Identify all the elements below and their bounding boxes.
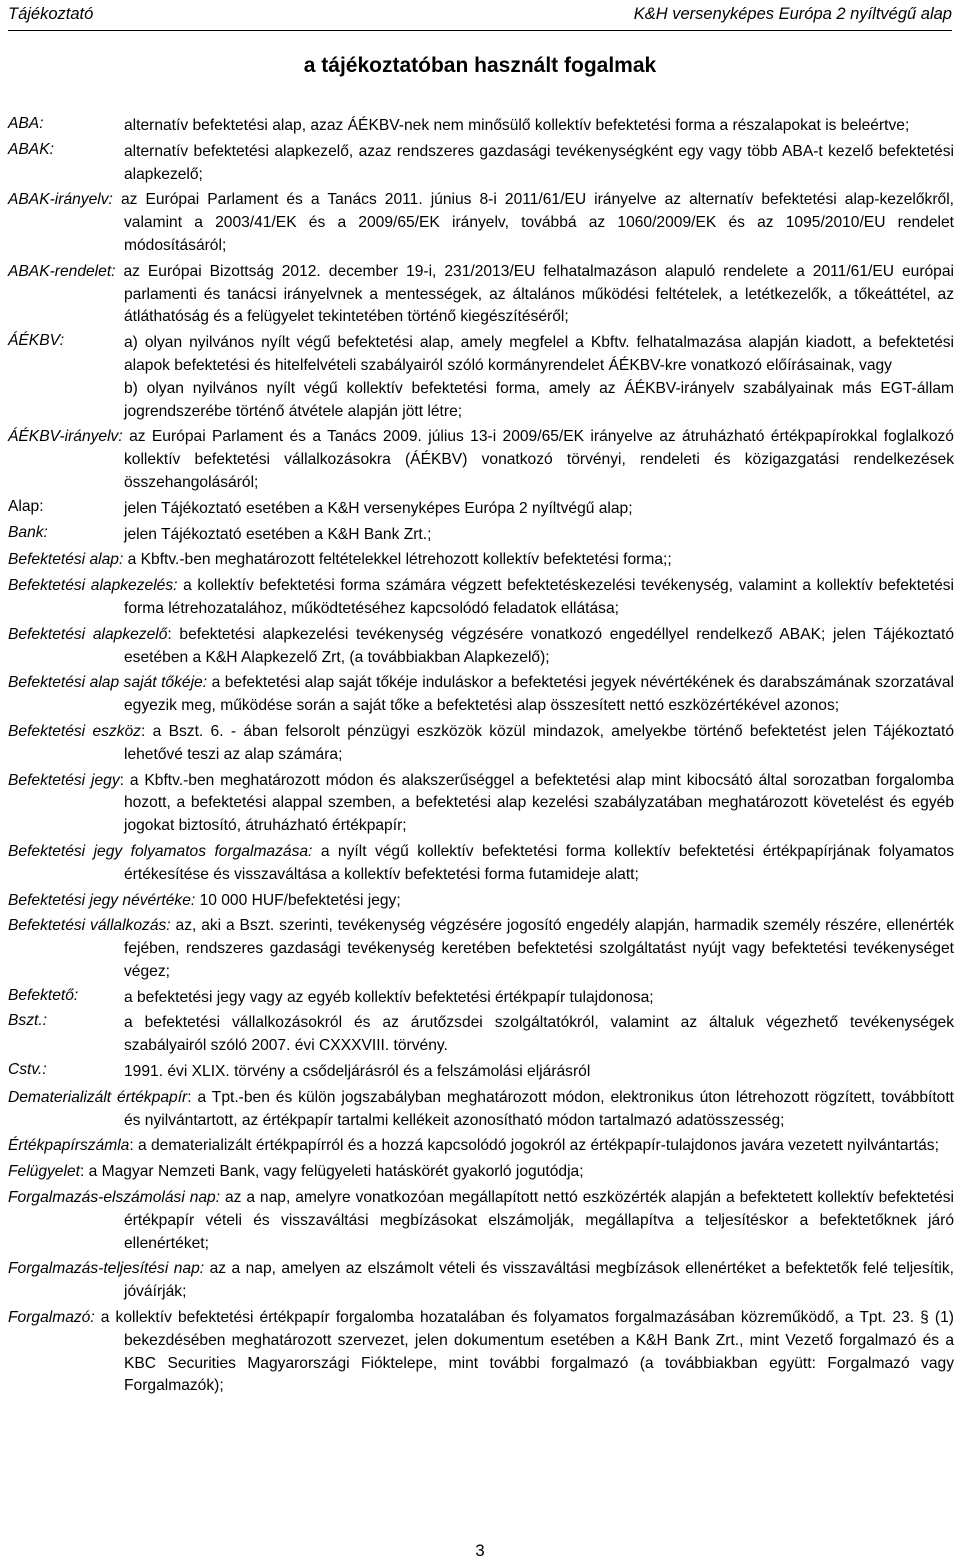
definition-text: a kollektív befektetési forma számára végzett befektetéskezelési tevékenység, valamint a kollektív befektetési forma létrehozatalához, működtetéséhez kapcsolódó feladatok ellátása; [124, 577, 955, 617]
definition-term: Bszt.: [8, 1012, 47, 1030]
definition-entry [8, 890, 954, 913]
definition-text: : a Kbftv.-ben meghatározott módon és alakszerűséggel a befektetési alap mint kibocsátó által sorozatban forgalomba hozott, a befektetési alappal szemben, a befektetési alap kezelési szabályzatában meghatározott követelést és egyéb jogokat biztosító, átruházható értékpapír; [119, 771, 954, 835]
definition-term: ABAK-rendelet: [8, 262, 116, 280]
definition-entry [8, 915, 954, 983]
definition-term: Alap: [8, 497, 44, 515]
definition-text: alternatív befektetési alapkezelő, azaz rendszeres gazdasági tevékenységként egy vagy több ABA-t kezelő befektetési alapkezelő; [124, 142, 954, 183]
definition-entry [8, 549, 954, 572]
definition-term: Bank: [8, 523, 48, 541]
page-number: 3 [475, 1541, 485, 1560]
definition-text: jelen Tájékoztató esetében a K&H versenyképes Európa 2 nyíltvégű alap; [124, 499, 633, 517]
definition-text: : a dematerializált értékpapírról és a hozzá kapcsolódó jogokról az értékpapír-tulajdonos javára vezetett nyilvántartás; [129, 1137, 939, 1155]
definition-text: a befektetési alap saját tőkéje induláskor a befektetési jegyek névértékének és darabszámának szorzatával egyezik meg, működése során a saját tőke a befektetési alap összesített nettó eszközértékével azonos; [124, 674, 954, 715]
definition-text: : befektetési alapkezelési tevékenység végzésére vonatkozó engedéllyel rendelkező ABAK; jelen Tájékoztató esetében a K&H Alapkezelő Zrt, (a továbbiakban Alapkezelő); [124, 625, 955, 666]
definition-entry [8, 1061, 954, 1084]
definition-term: ABA: [8, 115, 44, 132]
definition-text: 10 000 HUF/befektetési jegy; [199, 891, 401, 909]
definition-entry [8, 1258, 954, 1304]
definition-text: 1991. évi XLIX. törvény a csődeljárásról és a felszámolási eljárásról [124, 1063, 591, 1081]
definition-term: Forgalmazás-teljesítési nap: [8, 1260, 205, 1278]
definition-entry [8, 189, 954, 257]
definition-text: a Kbftv.-ben meghatározott feltételekkel létrehozott kollektív befektetési forma;; [127, 551, 672, 569]
definition-text: az Európai Parlament és a Tanács 2011. június 8-i 2011/61/EU irányelve az alternatív befektetési alap-kezelőkről, valamint a 2003/41/EK és a 2009/65/EK irányelv, továbbá az 1060/2009/EK és az 1095/2010/EU rendelet módosításáról; [120, 191, 954, 254]
definition-text: a kollektív befektetési értékpapír forgalomba hozatalában és folyamatos forgalmazásában közreműködő, a Tpt. 23. § (1) bekezdésében meghatározott szervezet, jelen dokumentum esetében a K&H Bank Zrt., mint Vezető forgalmazó és a KBC Securities Magyarországi Fióktelepe, mint további forgalmazó (a továbbiakban együtt: Forgalmazó vagy Forgalmazók); [100, 1309, 954, 1395]
definition-entry [8, 524, 954, 547]
definition-entry [8, 1187, 954, 1255]
definition-text: a befektetési jegy vagy az egyéb kollektív befektetési értékpapír tulajdonosa; [124, 988, 654, 1006]
definition-term: Befektetési jegy névértéke: [8, 891, 196, 909]
definition-text: a nyílt végű kollektív befektetési forma kollektív befektetési értékpapírjának folyamatos értékesítése és visszaváltása a kollektív befektetési forma futamideje alatt; [124, 842, 955, 883]
definition-term: Befektetési vállalkozás: [8, 917, 171, 935]
definition-entry [8, 141, 954, 187]
definition-entry [8, 115, 954, 138]
definition-entry [8, 426, 954, 494]
definition-entry [8, 1135, 954, 1158]
definition-entry [8, 1087, 954, 1133]
definition-term: Befektetési jegy [8, 771, 120, 789]
page-header [8, 2, 952, 31]
definition-entry [8, 721, 954, 767]
definition-entry [8, 1307, 954, 1398]
definition-term: Befektetési jegy folyamatos forgalmazása: [8, 842, 313, 860]
definition-text: alternatív befektetési alap, azaz ÁÉKBV-nek nem minősülő kollektív befektetési forma a részalapokat is beleértve; [124, 117, 910, 134]
definition-entry [8, 1161, 954, 1184]
definition-text-b: b) olyan nyilvános nyílt végű kollektív befektetési forma, amely az ÁÉKBV-irányelv szabályainak más EGT-állam jogrendszerébe történő átvétele alapján jött létre; [124, 379, 954, 420]
definition-term: Forgalmazó: [8, 1309, 95, 1327]
definition-entry [8, 498, 954, 521]
definition-text-a: a) olyan nyilvános nyílt végű befektetési alap, amely megfelel a Kbftv. felhatalmazása alapján kiadott, a befektetési alapok befektetési és hitelfelvételi szabályairól szóló kormányrendelet ÁÉKBV-kre vonatkozó előírásainak, vagy [124, 334, 954, 374]
definition-entry [8, 261, 954, 329]
definition-text: jelen Tájékoztató esetében a K&H Bank Zrt.; [124, 525, 432, 543]
page-title: a tájékoztatóban használt fogalmak [303, 54, 657, 77]
definition-term: Értékpapírszámla [8, 1137, 130, 1155]
definition-text: az a nap, amelyen az elszámolt vételi és visszaváltási megbízások ellenértéket a befektetők felé teljesítik, jóváírják; [124, 1260, 954, 1301]
definition-term: ABAK: [8, 140, 54, 158]
definition-term: Dematerializált értékpapír [8, 1088, 188, 1106]
definition-term: Felügyelet [8, 1163, 80, 1181]
definition-term: ABAK-irányelv: [8, 191, 113, 209]
definition-text: : a Tpt.-ben és külön jogszabályban meghatározott módon, elektronikus úton létrehozott rögzített, továbbított és nyilvántartott, az értékpapír tartalmi kellékeit azonosítható módon tartalmazó adatösszesség; [124, 1088, 954, 1129]
definition-term: Befektetési alapkezelő [8, 625, 168, 643]
definition-entry [8, 575, 954, 621]
definition-text: : a Bszt. 6. - ában felsorolt pénzügyi eszközök közül mindazok, amelyekbe történő befektetést jelen Tájékoztató lehetővé teszi az alap számára; [124, 722, 954, 763]
definition-text: a befektetési vállalkozásokról és az árutőzsdei szolgáltatókról, valamint az általuk végezhető tevékenységek szabályairól szóló 2007. évi CXXXVIII. törvény. [124, 1014, 954, 1055]
definition-entry [8, 1012, 954, 1058]
definition-term: Befektetési eszköz [8, 722, 141, 740]
definition-entry [8, 332, 954, 423]
definition-entry [8, 841, 954, 887]
definition-term: ÁÉKBV-irányelv: [8, 428, 123, 446]
definition-term: Forgalmazás-elszámolási nap: [8, 1189, 221, 1207]
definition-entry [8, 987, 954, 1010]
definition-term: Befektetési alap: [8, 551, 124, 569]
definition-text: az Európai Bizottság 2012. december 19-i, 231/2013/EU felhatalmazáson alapuló rendelete a 2011/61/EU európai parlamenti és tanácsi irányelvnek a mentességek, az általános működési feltételek, a letétkezelők, a tőkeáttétel, az átláthatóság és a felügyelet tekintetében történő kiegészítéséről; [123, 262, 954, 326]
definition-entry [8, 672, 954, 718]
definition-text: az Európai Parlament és a Tanács 2009. július 13-i 2009/65/EK irányelve az átruházható értékpapírokkal foglalkozó kollektív befektetési vállalkozásokra (ÁÉKBV) vonatkozó törvényi, rendeleti és közigazgatási rendelkezések összehangolásáról; [124, 428, 954, 491]
definition-term: Cstv.: [8, 1061, 47, 1079]
header-left: Tájékoztató [8, 5, 94, 23]
definition-entry [8, 624, 954, 670]
definition-text: az, aki a Bszt. szerinti, tevékenység végzésére jogosító engedély alapján, harmadik személy részére, ellenérték fejében, rendszeres gazdasági tevékenység keretében befektetési szolgáltatást nyújt vagy befektetési tevékenységet végez; [124, 917, 954, 980]
definition-term: ÁÉKBV: [8, 332, 65, 350]
header-right: K&H versenyképes Európa 2 nyíltvégű alap [633, 5, 952, 23]
definitions-list [8, 115, 954, 1401]
definition-entry [8, 770, 954, 838]
definition-text: : a Magyar Nemzeti Bank, vagy felügyeleti hatáskörét gyakorló jogutódja; [79, 1163, 584, 1181]
definition-text: az a nap, amelyre vonatkozóan megállapított nettó eszközérték alapján a befektetett kollektív befektetési értékpapír vételi és visszaváltási megbízásokat elszámolják, megállapítva a teljesítéskor a befektetőknek járó ellenértéket; [124, 1189, 954, 1252]
definition-term: Befektető: [8, 986, 79, 1004]
definition-term: Befektetési alap saját tőkéje: [8, 674, 208, 692]
definition-term: Befektetési alapkezelés: [8, 577, 178, 595]
